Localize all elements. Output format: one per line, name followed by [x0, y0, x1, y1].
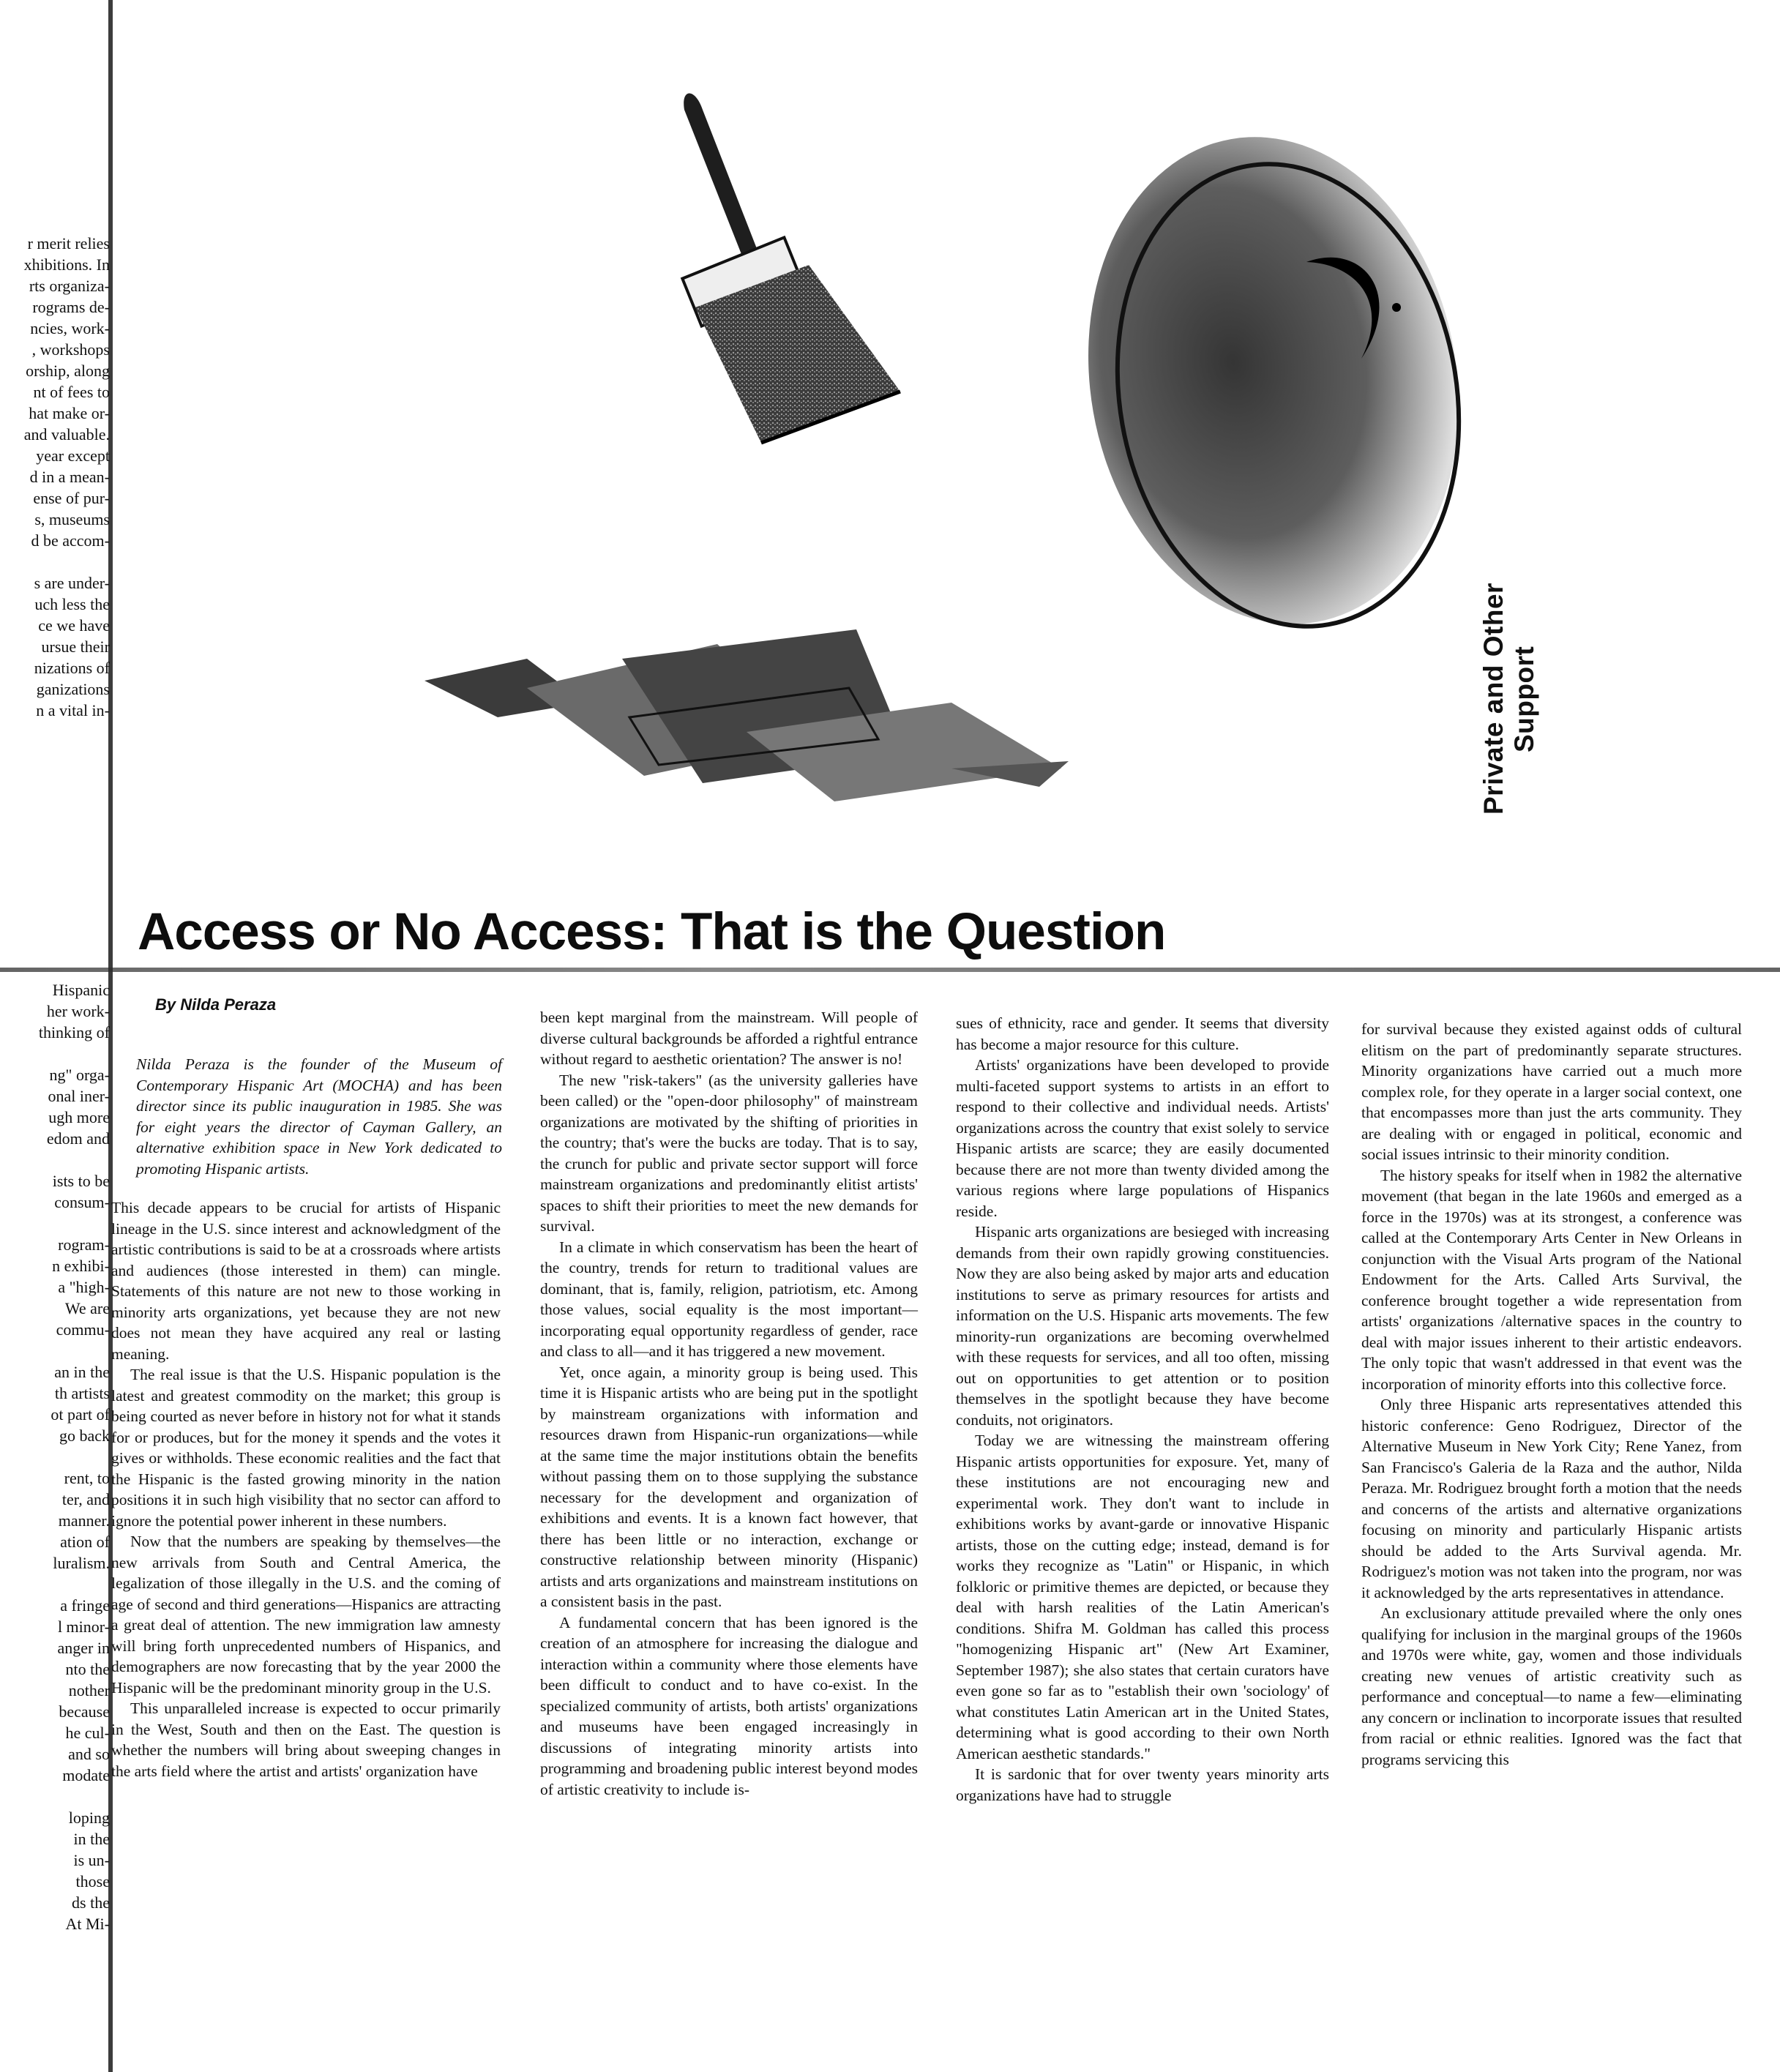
- left-column-fragment: ation of: [60, 1533, 110, 1551]
- left-column-fragment: d in a mean-: [29, 468, 110, 486]
- left-column-fragment: , workshops: [31, 340, 110, 359]
- left-column-fragment: a fringe: [60, 1596, 110, 1615]
- left-column-fragment: l minor-: [57, 1617, 110, 1636]
- left-column-fragment: her work-: [46, 1002, 110, 1020]
- left-column-fragment: d be accom-: [31, 531, 110, 550]
- article-column-1: [111, 1197, 501, 1781]
- left-column-fragment: loping: [68, 1809, 110, 1827]
- paragraph: The new "risk-takers" (as the university galleries have been called) or the "open-door philosophy" of mainstream organizations are motivated by the shifting of priorities in the country; that's were the bucks are today. That is to say, the crunch for public and private sector support will force mainstream organizations and predominantly elitist artists' spaces to shift their priorities to meet the new demands for survival.: [540, 1071, 918, 1235]
- left-column-fragment: ncies, work-: [30, 319, 110, 337]
- left-column-fragment: nother: [68, 1681, 110, 1699]
- byline: By Nilda Peraza: [155, 995, 277, 1014]
- left-column-fragment: r merit relies: [27, 234, 110, 253]
- left-column-fragment: he cul-: [65, 1724, 110, 1742]
- left-column-fragment: At Mi-: [65, 1915, 110, 1933]
- paragraph: This unparalleled increase is expected to occur primarily in the West, South and then on the East. The question is whether the numbers will bring about sweeping changes in the arts field where the artist and artists' organization have: [111, 1699, 501, 1780]
- left-column-fragment: ot part of: [51, 1405, 110, 1424]
- left-column-fragment: anger in: [57, 1639, 110, 1657]
- section-label: Private and Other Support: [1478, 583, 1539, 815]
- left-column-fragment: year except: [36, 446, 110, 465]
- paragraph: Now that the numbers are speaking by themselves—the new arrivals from South and Central America, the legalization of those illegally in the U.S. and the coming of age of second and third generations—Hispanics are attracting a great deal of attention. The new immigration law amnesty will bring forth unprecedented numbers of Hispanics, and demographers are now forecasting that by the year 2000 the Hispanic will be the predominant minority group in the U.S.: [111, 1533, 501, 1697]
- left-column-fragment: an in the: [54, 1363, 110, 1381]
- left-column-fragment: [0, 1043, 110, 1064]
- left-column-fragment: We are: [64, 1299, 110, 1317]
- left-column-fragment: ists to be: [52, 1172, 110, 1190]
- paragraph: An exclusionary attitude prevailed where the only ones qualifying for inclusion in the marginal groups of the 1960s and 1970s were white, gay, women and those individuals creating new venues of artistic creativity such as performance and conceptual—to name a few—eliminating any concern or inclination to incorporate issues that resulted from racial or ethnic realities. Ignored was the fact that programs servicing this: [1361, 1604, 1742, 1768]
- previous-article-column-bottom: [0, 979, 110, 1934]
- left-column-fragment: and so: [68, 1745, 110, 1763]
- paragraph: This decade appears to be crucial for artists of Hispanic lineage in the U.S. since interest and acknowledgment of the artistic contributions is said to be at a crossroads where artists and audiences (those interested in them) can mingle. Statements of this nature are not new to those working in minority arts organizations, yet because they are not new does not mean they have acquired any real or lasting meaning.: [111, 1199, 501, 1363]
- paragraph: Today we are witnessing the mainstream offering Hispanic artists opportunities for exposure. Yet, many of these institutions are not encouraging new and experimental work. They don't want to include in exhibitions works by avant-garde or innovative Hispanic artists, those on the cutting edge; instead, demand is for works they recognize as "Latin" or Hispanic, in which folkloric or primitive themes are depicted, or because they deal with harsh realities of the Latin American's conditions. Shifra M. Goldman has called this process "homogenizing Hispanic art" (New Art Examiner, September 1987); she also states that certain curators have even gone so far as to "establish their own 'sociology' of what constitutes Latin American art in the United States, determining what is good according to their own North American aesthetic standards.": [956, 1432, 1329, 1762]
- paragraph: Hispanic arts organizations are besieged with increasing demands from their own rapidly growing constituencies. Now they are also being asked by major arts and education institutions to serve as primary resources for artists and information on the U.S. Hispanic arts movements. The few minority-run organizations are becoming overwhelmed with these requests for services, and all too often, missing out on opportunities to get attention or to position themselves in the spotlight because they have become conduits, not originators.: [956, 1223, 1329, 1429]
- author-bio: Nilda Peraza is the founder of the Museum of Contemporary Hispanic Art (MOCHA) and has been director since its public inauguration in 1985. She was for eight years the director of Cayman Gallery, an alternative exhibition space in New York dedicated to promoting Hispanic artists.: [136, 1055, 502, 1178]
- article-headline: Access or No Access: That is the Question: [138, 903, 1166, 961]
- article-column-3: [956, 1013, 1329, 1806]
- left-column-fragment: nt of fees to: [33, 383, 110, 401]
- left-column-fragment: s are under-: [34, 574, 110, 592]
- paintbrush-icon: [682, 94, 900, 444]
- dish-icon: [1051, 108, 1497, 654]
- paragraph: Artists' organizations have been developed to provide multi-faceted support systems to artists in an effort to respond to their collective and individual needs. Artists' organizations across the country that exist solely to service Hispanic artists are scarce; they are easily documented because there are not more than twenty divided among the various regions where large populations of Hispanics reside.: [956, 1056, 1329, 1220]
- left-column-fragment: [0, 1149, 110, 1170]
- paragraph: It is sardonic that for over twenty years minority arts organizations have had to struggle: [956, 1765, 1329, 1804]
- left-column-fragment: thinking of: [38, 1023, 110, 1041]
- left-column-fragment: onal iner-: [48, 1087, 110, 1105]
- paragraph: sues of ethnicity, race and gender. It seems that diversity has become a major resource for this culture.: [956, 1014, 1329, 1053]
- paragraph: The real issue is that the U.S. Hispanic population is the latest and greatest commodity on the market; this group is being courted as never before in history not for what it stands for or produces, but for the money it spends and the votes it gives or withholds. These economic realities and the fact that the Hispanic is the fasted growing minority in the nation positions it in such high visibility that no sector can afford to ignore the potential power inherent in these numbers.: [111, 1366, 501, 1530]
- left-column-fragment: modate: [62, 1766, 110, 1784]
- left-column-fragment: ce we have: [38, 616, 110, 635]
- left-column-fragment: ganizations: [36, 680, 110, 698]
- left-column-fragment: [0, 551, 110, 572]
- left-column-fragment: go back: [59, 1426, 110, 1445]
- left-column-fragment: [0, 1574, 110, 1595]
- left-column-fragment: nto the: [65, 1660, 110, 1678]
- article-column-2: [540, 1007, 918, 1800]
- left-column-fragment: [0, 1213, 110, 1234]
- paragraph: The history speaks for itself when in 1982 the alternative movement (that began in the late 1960s and emerged as a force in the 1970s) was at its strongest, a conference was called at the Contemporary Arts Center in New Orleans in conjunction with the Visual Arts program of the National Endowment for the Arts. Called Arts Survival, the conference brought together a wide representation from artists' organizations /alternative spaces in the country to deal with major issues inherent to their artistic endeavors. The only topic that wasn't addressed in that event was the incorporation of minority efforts into this collective force.: [1361, 1166, 1742, 1393]
- left-column-fragment: n exhibi-: [52, 1257, 110, 1275]
- left-column-fragment: uch less the: [34, 595, 110, 613]
- left-column-fragment: rograms de-: [32, 298, 110, 316]
- previous-article-column-top: [0, 233, 110, 721]
- left-column-fragment: nizations of: [34, 659, 110, 677]
- article-column-4: [1361, 1019, 1742, 1770]
- left-column-fragment: [0, 1786, 110, 1807]
- left-column-fragment: luralism.: [53, 1554, 110, 1572]
- paragraph: Only three Hispanic arts representatives attended this historic conference: Geno Rodriguez, Director of the Alternative Museum in New York City; Rene Yanez, from San Francisco's Galeria de la Raza and the author, Nilda Peraza. Mr. Rodriguez brought forth a motion that the needs and concerns of the artists and alternative organizations focusing on minority and particularly Hispanic artists should be added to the Arts Survival agenda. Mr. Rodriguez's motion was not taken into the program, nor was it acknowledged by the arts representatives in attendance.: [1361, 1396, 1742, 1601]
- left-column-fragment: rts organiza-: [29, 277, 110, 295]
- paragraph: for survival because they existed against odds of cultural elitism on the part of predominantly separate structures. Minority organizations have carried out a much more complex role, for they operate in a larger social context, one that encompasses more than just the arts community. They are dealing with or engaged in political, economic and social issues intrinsic to their minority condition.: [1361, 1020, 1742, 1163]
- left-column-fragment: s, museums: [34, 510, 110, 528]
- left-column-fragment: commu-: [56, 1320, 110, 1339]
- left-column-fragment: because: [59, 1702, 110, 1721]
- left-column-fragment: those: [75, 1872, 110, 1890]
- left-column-fragment: a "high-: [58, 1278, 110, 1296]
- left-column-fragment: is un-: [73, 1851, 110, 1869]
- paragraph: In a climate in which conservatism has been the heart of the country, trends for return to traditional values are dominant, that is, family, religion, patriotism, etc. Among those values, social equality is the most important—incorporating equal opportunity regardless of gender, race and class to all—and it has triggered a new movement.: [540, 1238, 918, 1360]
- paragraph: been kept marginal from the mainstream. Will people of diverse cultural backgrounds be afforded a rightful entrance without regard to aesthetic orientation? The answer is no!: [540, 1009, 918, 1068]
- left-column-fragment: n a vital in-: [36, 701, 110, 719]
- left-column-fragment: ng" orga-: [49, 1066, 110, 1084]
- left-column-fragment: edom and: [46, 1129, 110, 1148]
- left-column-fragment: [0, 1446, 110, 1467]
- left-column-fragment: consum-: [54, 1193, 110, 1211]
- left-column-fragment: ter, and: [61, 1490, 110, 1508]
- left-column-fragment: ense of pur-: [33, 489, 110, 507]
- illustration-paintbrush-dish-money: [117, 0, 1780, 908]
- left-column-fragment: rent, to: [64, 1469, 110, 1487]
- left-column-fragment: ds the: [72, 1893, 110, 1912]
- left-column-fragment: rogram-: [58, 1235, 110, 1254]
- left-column-fragment: and valuable.: [23, 425, 110, 444]
- left-column-fragment: ursue their: [41, 637, 110, 656]
- paragraph: Yet, once again, a minority group is being used. This time it is Hispanic artists who are being put in the spotlight by mainstream organizations with information and resources drawn from Hispanic-run organizations—while at the same time the major institutions obtain the benefits without passing them on to those supplying the substance necessary for the development and organization of exhibitions and events. It is a known fact however, that there has been little or no interaction, exchange or constructive relationship between minority (Hispanic) artists and arts organizations and mainstream institutions on a consistent basis in the past.: [540, 1363, 918, 1610]
- left-column-fragment: manner.: [58, 1511, 110, 1530]
- paragraph: A fundamental concern that has been ignored is the creation of an atmosphere for increasing the dialogue and interaction within a community where those elements have been difficult to conduct and to have co-exist. In the specialized community of artists, both artists' organizations and museums have been engaged increasingly in discussions of integrating minority artists into programming and broadening public interest beyond modes of artistic creativity to include is-: [540, 1613, 918, 1798]
- left-column-fragment: xhibitions. In: [23, 255, 110, 274]
- left-column-fragment: in the: [73, 1830, 110, 1848]
- left-column-fragment: orship, along: [26, 362, 110, 380]
- money-pile-icon: [425, 629, 1069, 801]
- left-column-fragment: ugh more: [48, 1108, 110, 1126]
- left-column-fragment: Hispanic: [52, 981, 110, 999]
- left-column-fragment: hat make or-: [29, 404, 110, 422]
- left-column-fragment: th artists: [54, 1384, 110, 1402]
- left-column-fragment: [0, 1340, 110, 1361]
